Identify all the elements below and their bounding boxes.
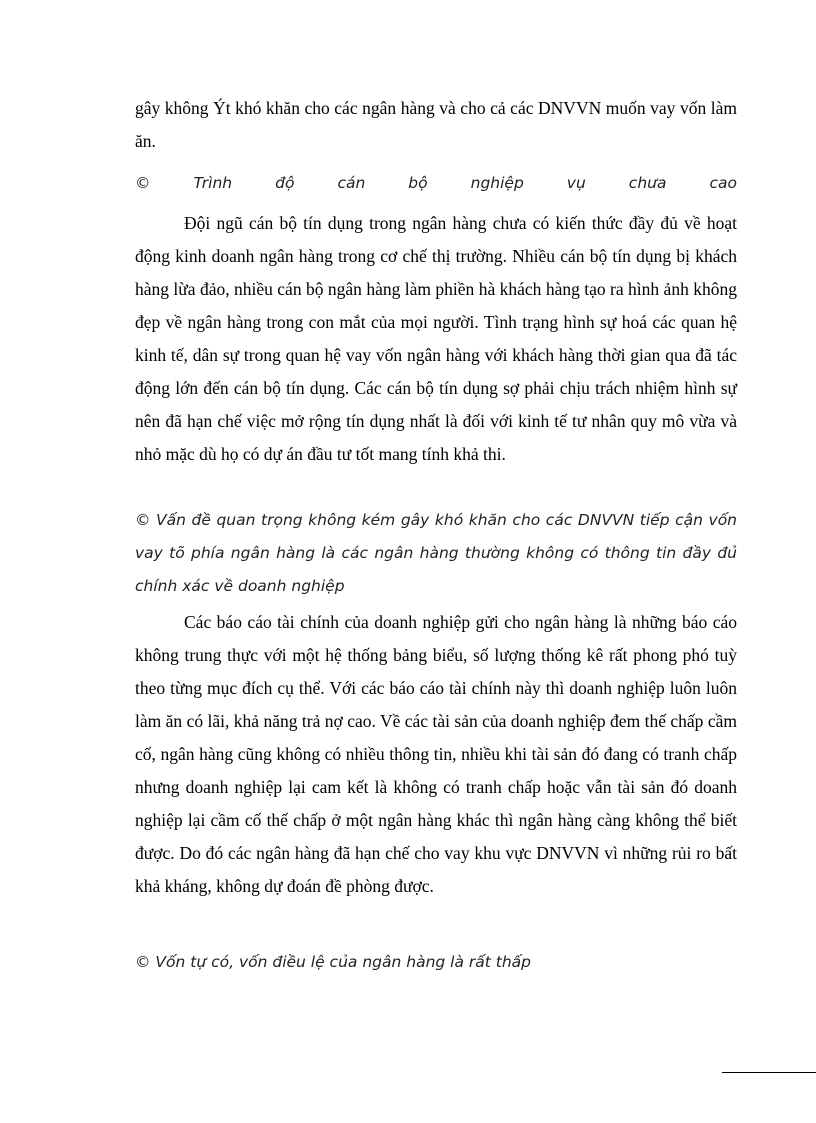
paragraph-intro-continuation: gây không Ýt khó khăn cho các ngân hàng và cho cả các DNVVN muốn vay vốn làm ăn. [135,98,737,151]
heading-information-asymmetry: © Vấn đề quan trọng không kém gây khó khăn cho các DNVVN tiếp cận vốn vay tõ phía ngân hàng là các ngân hàng thường không có thông tin đầy đủ chính xác về doanh nghiệp [135,511,737,595]
heading-staff-qualification: © Trình độ cán bộ nghiệp vụ chưa cao [135,174,737,192]
footnote-separator-line [722,1072,816,1073]
paragraph-staff-qualification: Đội ngũ cán bộ tín dụng trong ngân hàng chưa có kiến thức đầy đủ về hoạt động kinh doanh ngân hàng trong cơ chế thị trường. Nhiều cán bộ tín dụng bị khách hàng lừa đảo, nhiều cán bộ ngân hàng làm phiền hà khách hàng tạo ra hình ảnh không đẹp về ngân hàng trong con mắt của mọi người. Tình trạng hình sự hoá các quan hệ kinh tế, dân sự trong quan hệ vay vốn ngân hàng với khách hàng thời gian qua đã tác động lớn đến cán bộ tín dụng. Các cán bộ tín dụng sợ phải chịu trách nhiệm hình sự nên đã hạn chế việc mở rộng tín dụng nhất là đối với kinh tế tư nhân quy mô vừa và nhỏ mặc dù họ có dự án đầu tư tốt mang tính khả thi. [135,213,737,464]
heading-bank-capital: © Vốn tự có, vốn điều lệ của ngân hàng là rất thấp [135,953,531,971]
paragraph-financial-reports: Các báo cáo tài chính của doanh nghiệp gửi cho ngân hàng là những báo cáo không trung thực với một hệ thống bảng biểu, số lượng thống kê rất phong phó tuỳ theo từng mục đích cụ thể. Với các báo cáo tài chính này thì doanh nghiệp luôn luôn làm ăn có lãi, khả năng trả nợ cao. Về các tài sản của doanh nghiệp đem thế chấp cầm cố, ngân hàng cũng không có nhiều thông tin, nhiều khi tài sản đó đang có tranh chấp nhưng doanh nghiệp lại cam kết là không có tranh chấp hoặc vẫn tài sản đó doanh nghiệp lại cầm cố thế chấp ở một ngân hàng khác thì ngân hàng càng không thể biết được. Do đó các ngân hàng đã hạn chế cho vay khu vực DNVVN vì những rủi ro bất khả kháng, không dự đoán đề phòng được. [135,612,737,896]
